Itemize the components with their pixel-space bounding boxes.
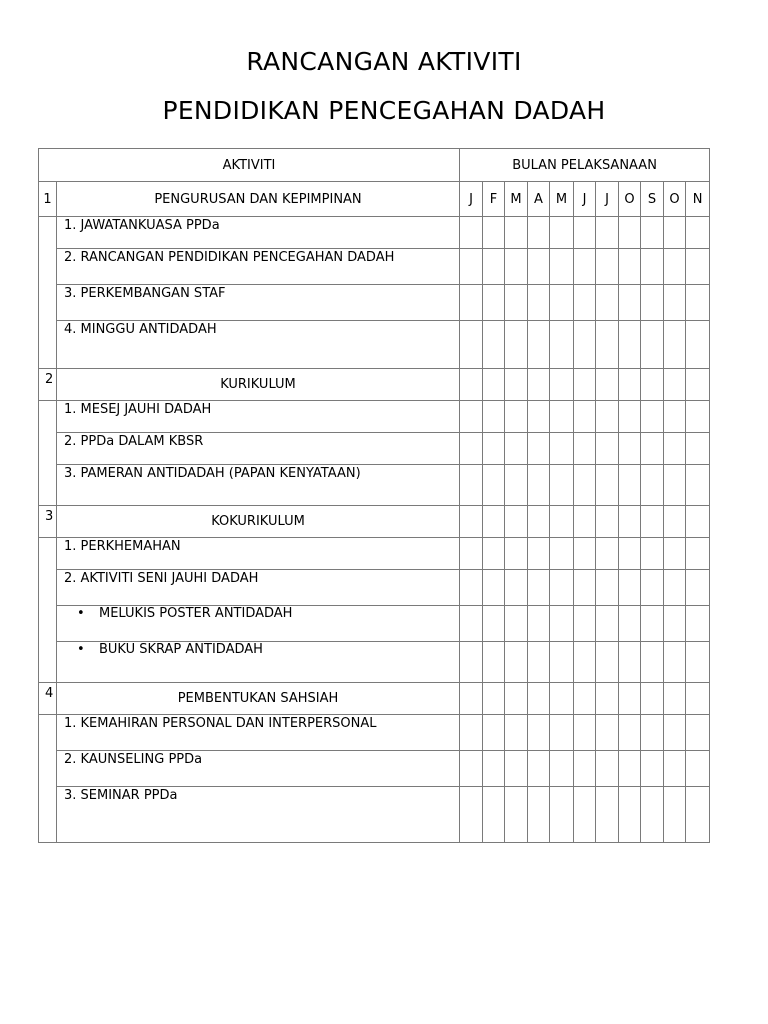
month-cell	[505, 369, 528, 401]
month-cell	[596, 570, 619, 606]
month-cell	[574, 401, 596, 433]
month-cell	[550, 683, 574, 715]
month-cell	[550, 751, 574, 787]
month-cell	[460, 751, 483, 787]
month-cell	[641, 369, 664, 401]
month-cell	[664, 642, 686, 683]
month-cell	[574, 433, 596, 465]
month-cell	[483, 570, 505, 606]
month-cell	[664, 606, 686, 642]
month-cell	[641, 401, 664, 433]
month-cell	[664, 787, 686, 843]
activity-item: 2. PPDa DALAM KBSR	[57, 433, 460, 465]
month-cell	[505, 401, 528, 433]
month-cell	[528, 751, 550, 787]
month-cell	[550, 465, 574, 506]
number-spacer	[39, 217, 57, 369]
activity-row	[39, 285, 710, 321]
month-cell	[596, 683, 619, 715]
month-cell	[460, 787, 483, 843]
month-cell	[550, 217, 574, 249]
section-title: KURIKULUM	[57, 369, 460, 401]
month-cell	[596, 751, 619, 787]
month-cell	[550, 538, 574, 570]
month-cell	[664, 321, 686, 369]
month-cell	[574, 787, 596, 843]
bullet-icon: •	[77, 606, 85, 621]
month-cell	[460, 606, 483, 642]
month-cell	[664, 285, 686, 321]
month-cell	[664, 433, 686, 465]
month-cell	[619, 683, 641, 715]
activity-item: 3. PAMERAN ANTIDADAH (PAPAN KENYATAAN)	[57, 465, 460, 506]
activity-row	[39, 642, 710, 683]
month-cell	[550, 570, 574, 606]
section-title: PEMBENTUKAN SAHSIAH	[57, 683, 460, 715]
activity-row	[39, 538, 710, 570]
month-cell	[619, 787, 641, 843]
month-cell	[619, 217, 641, 249]
activity-row	[39, 249, 710, 285]
section-row	[39, 683, 710, 715]
month-cell	[574, 538, 596, 570]
month-cell	[686, 570, 710, 606]
section-title: KOKURIKULUM	[57, 506, 460, 538]
activity-row	[39, 606, 710, 642]
activity-subitem	[57, 606, 460, 642]
month-cell	[550, 715, 574, 751]
month-cell	[550, 506, 574, 538]
month-cell	[641, 433, 664, 465]
month-cell	[550, 321, 574, 369]
document-subtitle: PENDIDIKAN PENCEGAHAN DADAH	[162, 96, 606, 125]
month-cell	[686, 369, 710, 401]
month-cell	[528, 465, 550, 506]
month-cell	[483, 606, 505, 642]
month-cell	[641, 321, 664, 369]
month-cell	[528, 506, 550, 538]
month-cell	[574, 506, 596, 538]
month-cell	[528, 570, 550, 606]
activity-item: 4. MINGGU ANTIDADAH	[57, 321, 460, 369]
month-cell	[574, 751, 596, 787]
activity-row	[39, 401, 710, 433]
month-cell	[596, 433, 619, 465]
month-cell	[574, 465, 596, 506]
month-cell	[641, 606, 664, 642]
month-cell	[483, 285, 505, 321]
section-number: 2	[39, 369, 57, 401]
activity-item: 1. PERKHEMAHAN	[57, 538, 460, 570]
month-cell	[619, 285, 641, 321]
month-cell	[483, 683, 505, 715]
month-cell	[483, 751, 505, 787]
month-cell	[596, 787, 619, 843]
month-cell	[686, 249, 710, 285]
section-number: 3	[39, 506, 57, 538]
month-cell	[664, 715, 686, 751]
month-cell	[619, 506, 641, 538]
month-cell	[483, 401, 505, 433]
month-cell	[528, 715, 550, 751]
activity-subitem-label: MELUKIS POSTER ANTIDADAH	[99, 606, 293, 621]
month-header-jul: J	[596, 182, 619, 217]
activity-item: 2. KAUNSELING PPDa	[57, 751, 460, 787]
month-cell	[528, 606, 550, 642]
month-cell	[550, 433, 574, 465]
month-cell	[574, 715, 596, 751]
month-cell	[505, 683, 528, 715]
month-cell	[664, 570, 686, 606]
number-spacer	[39, 401, 57, 506]
month-cell	[619, 321, 641, 369]
month-cell	[528, 401, 550, 433]
month-cell	[596, 217, 619, 249]
month-cell	[641, 683, 664, 715]
month-cell	[596, 285, 619, 321]
month-cell	[596, 506, 619, 538]
month-cell	[528, 433, 550, 465]
activity-item: 1. KEMAHIRAN PERSONAL DAN INTERPERSONAL	[57, 715, 460, 751]
month-header-jan: J	[460, 182, 483, 217]
month-cell	[460, 401, 483, 433]
month-cell	[574, 642, 596, 683]
month-cell	[664, 369, 686, 401]
month-cell	[483, 321, 505, 369]
month-cell	[505, 642, 528, 683]
month-cell	[528, 249, 550, 285]
implementation-month-header: BULAN PELAKSANAAN	[460, 149, 710, 182]
month-cell	[664, 217, 686, 249]
month-cell	[619, 465, 641, 506]
month-cell	[686, 285, 710, 321]
month-cell	[596, 538, 619, 570]
document-title: RANCANGAN AKTIVITI	[246, 47, 522, 76]
month-cell	[641, 570, 664, 606]
month-cell	[596, 249, 619, 285]
month-cell	[460, 285, 483, 321]
activity-row	[39, 787, 710, 843]
month-header-nov: N	[686, 182, 710, 217]
month-cell	[619, 433, 641, 465]
month-cell	[505, 751, 528, 787]
activity-row	[39, 715, 710, 751]
activity-row	[39, 751, 710, 787]
month-cell	[460, 217, 483, 249]
month-cell	[641, 715, 664, 751]
month-cell	[528, 787, 550, 843]
month-cell	[460, 249, 483, 285]
section-title: PENGURUSAN DAN KEPIMPINAN	[57, 182, 460, 217]
month-cell	[619, 642, 641, 683]
month-cell	[574, 217, 596, 249]
month-cell	[505, 570, 528, 606]
month-cell	[664, 506, 686, 538]
month-cell	[528, 642, 550, 683]
month-cell	[686, 401, 710, 433]
month-header-apr: A	[528, 182, 550, 217]
month-cell	[664, 683, 686, 715]
month-cell	[596, 321, 619, 369]
month-cell	[460, 538, 483, 570]
month-cell	[574, 570, 596, 606]
month-cell	[619, 401, 641, 433]
month-cell	[686, 217, 710, 249]
month-cell	[641, 506, 664, 538]
month-cell	[686, 715, 710, 751]
month-cell	[505, 321, 528, 369]
month-cell	[483, 369, 505, 401]
month-cell	[460, 570, 483, 606]
month-cell	[505, 465, 528, 506]
table-header-row	[39, 149, 710, 182]
number-spacer	[39, 715, 57, 843]
activity-item: 1. MESEJ JAUHI DADAH	[57, 401, 460, 433]
activity-item: 3. SEMINAR PPDa	[57, 787, 460, 843]
month-cell	[686, 751, 710, 787]
month-cell	[664, 249, 686, 285]
month-cell	[483, 465, 505, 506]
month-cell	[483, 217, 505, 249]
month-cell	[550, 606, 574, 642]
month-cell	[664, 538, 686, 570]
month-cell	[505, 433, 528, 465]
month-cell	[641, 285, 664, 321]
month-cell	[550, 249, 574, 285]
month-cell	[686, 433, 710, 465]
activity-item: 2. AKTIVITI SENI JAUHI DADAH	[57, 570, 460, 606]
activity-row	[39, 321, 710, 369]
month-cell	[596, 369, 619, 401]
month-cell	[483, 642, 505, 683]
month-cell	[641, 465, 664, 506]
month-cell	[686, 683, 710, 715]
month-cell	[686, 538, 710, 570]
month-cell	[574, 683, 596, 715]
activity-plan-table	[38, 148, 710, 843]
month-cell	[505, 538, 528, 570]
month-cell	[596, 606, 619, 642]
month-cell	[596, 642, 619, 683]
month-cell	[483, 249, 505, 285]
month-cell	[460, 369, 483, 401]
activity-row	[39, 570, 710, 606]
section-number: 4	[39, 683, 57, 715]
month-header-may: M	[550, 182, 574, 217]
month-cell	[505, 217, 528, 249]
month-cell	[619, 369, 641, 401]
number-spacer	[39, 538, 57, 683]
month-cell	[641, 751, 664, 787]
month-cell	[619, 606, 641, 642]
month-cell	[505, 787, 528, 843]
activity-row	[39, 433, 710, 465]
month-cell	[505, 285, 528, 321]
activity-header: AKTIVITI	[39, 149, 460, 182]
month-cell	[483, 787, 505, 843]
month-header-mar: M	[505, 182, 528, 217]
activity-subitem-label: BUKU SKRAP ANTIDADAH	[99, 642, 263, 657]
activity-row	[39, 465, 710, 506]
month-header-oct: O	[619, 182, 641, 217]
month-cell	[483, 433, 505, 465]
month-cell	[686, 465, 710, 506]
activity-item: 3. PERKEMBANGAN STAF	[57, 285, 460, 321]
month-cell	[550, 369, 574, 401]
month-cell	[505, 249, 528, 285]
month-cell	[641, 538, 664, 570]
month-cell	[619, 249, 641, 285]
month-cell	[574, 606, 596, 642]
month-cell	[619, 538, 641, 570]
month-cell	[483, 715, 505, 751]
month-cell	[505, 506, 528, 538]
month-cell	[664, 465, 686, 506]
bullet-icon: •	[77, 642, 85, 657]
section-row	[39, 506, 710, 538]
month-cell	[528, 683, 550, 715]
month-cell	[574, 249, 596, 285]
month-cell	[596, 401, 619, 433]
month-cell	[686, 642, 710, 683]
month-cell	[596, 465, 619, 506]
month-cell	[505, 715, 528, 751]
section-number: 1	[39, 182, 57, 217]
activity-subitem	[57, 642, 460, 683]
month-cell	[664, 751, 686, 787]
month-cell	[528, 538, 550, 570]
month-cell	[596, 715, 619, 751]
month-cell	[641, 217, 664, 249]
section-row	[39, 182, 710, 217]
month-cell	[528, 285, 550, 321]
month-cell	[550, 787, 574, 843]
month-cell	[483, 506, 505, 538]
month-cell	[619, 751, 641, 787]
month-header-sep: S	[641, 182, 664, 217]
month-cell	[528, 369, 550, 401]
month-cell	[528, 321, 550, 369]
activity-item: 1. JAWATANKUASA PPDa	[57, 217, 460, 249]
month-cell	[460, 321, 483, 369]
month-cell	[664, 401, 686, 433]
month-cell	[686, 506, 710, 538]
month-cell	[550, 285, 574, 321]
month-cell	[460, 683, 483, 715]
month-header-oct-2: O	[664, 182, 686, 217]
month-cell	[460, 433, 483, 465]
month-cell	[505, 606, 528, 642]
month-cell	[460, 715, 483, 751]
month-cell	[641, 642, 664, 683]
month-cell	[460, 642, 483, 683]
month-cell	[641, 249, 664, 285]
month-cell	[619, 715, 641, 751]
month-header-feb: F	[483, 182, 505, 217]
month-cell	[483, 538, 505, 570]
month-cell	[686, 606, 710, 642]
month-cell	[686, 787, 710, 843]
month-cell	[574, 285, 596, 321]
month-cell	[550, 642, 574, 683]
month-cell	[550, 401, 574, 433]
month-cell	[619, 570, 641, 606]
month-cell	[574, 321, 596, 369]
month-cell	[686, 321, 710, 369]
month-cell	[460, 506, 483, 538]
month-cell	[528, 217, 550, 249]
month-cell	[460, 465, 483, 506]
month-cell	[641, 787, 664, 843]
activity-row	[39, 217, 710, 249]
activity-item: 2. RANCANGAN PENDIDIKAN PENCEGAHAN DADAH	[57, 249, 460, 285]
section-row	[39, 369, 710, 401]
month-cell	[574, 369, 596, 401]
month-header-jun: J	[574, 182, 596, 217]
